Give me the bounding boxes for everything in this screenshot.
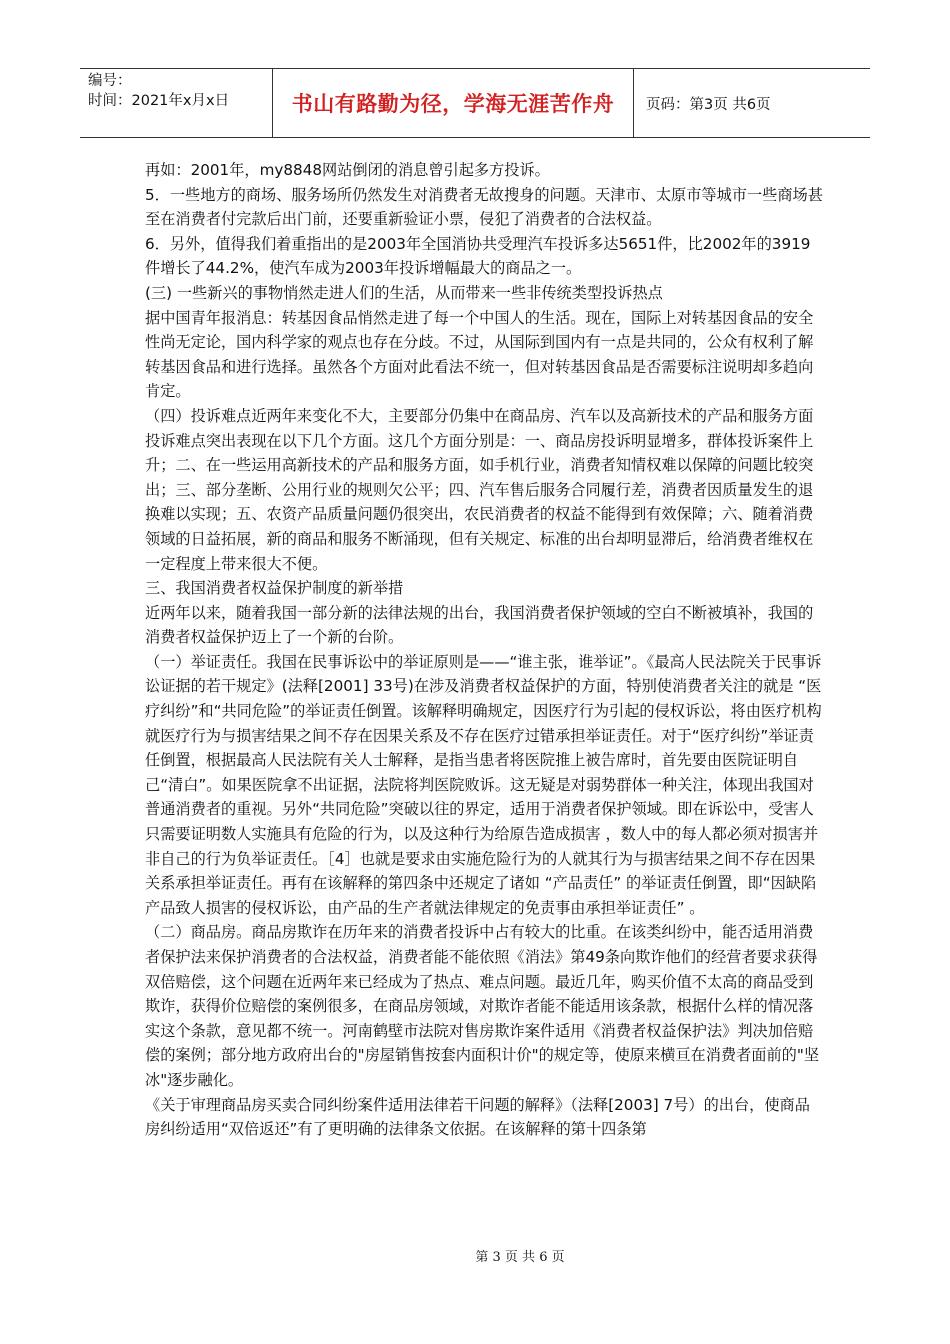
paragraph: （一）举证责任。我国在民事诉讼中的举证原则是——“谁主张，谁举证”。《最高人民法院关于民事诉讼证据的若干规定》(法释[2001] 33号)在涉及消费者权益保护的方面，特别使消费者关注的就是 “医疗纠纷”和“共同危险”的举证责任倒置。该解释明确规定，因医疗行为引起的侵权诉讼，将由医疗机构就医疗行为与损害结果之间不存在因果关系及不存在医疗过错承担举证责任。对于“医疗纠纷”举证责任倒置，根据最高人民法院有关人士解释，是指当患者将医院推上被告席时，首先要由医院证明自己“清白”。如果医院拿不出证据，法院将判医院败诉。这无疑是对弱势群体一种关注，体现出我国对普通消费者的重视。另外“共同危险”突破以往的界定，适用于消费者保护领域。即在诉讼中，受害人只需要证明数人实施具有危险的行为，以及这种行为给原告造成损害 ，数人中的每人都必须对损害并非自己的行为负举证责任。［4］也就是要求由实施危险行为的人就其行为与损害结果之间不存在因果关系承担举证责任。再有在该解释的第四条中还规定了诸如 “产品责任” 的举证责任倒置，即“因缺陷产品致人损害的侵权诉讼，由产品的生产者就法律规定的免责事由承担举证责任” 。 (145, 652, 822, 917)
section-heading: 三、我国消费者权益保护制度的新举措 (145, 579, 404, 598)
document-number: 编号： (88, 73, 132, 89)
section-heading: （四）投诉难点近两年来变化不大，主要部分仍集中在商品房、汽车以及高新技术的产品和服务方面 (145, 406, 814, 425)
page-footer: 第 3 页 共 6 页 (475, 1250, 565, 1265)
section-heading: (三) 一些新兴的事物悄然走进人们的生活，从而带来一些非传统类型投诉热点 (145, 283, 663, 302)
paragraph: 《关于审理商品房买卖合同纠纷案件适用法律若干问题的解释》（法释[2003] 7号）的出台，使商品房纠纷适用“双倍返还”有了更明确的法律条文依据。在该解释的第十四条第 (145, 1095, 810, 1139)
paragraph: 再如：2001年，my8848网站倒闭的消息曾引起多方投诉。 (145, 161, 550, 179)
paragraph: 近两年以来，随着我国一部分新的法律法规的出台，我国消费者保护领域的空白不断被填补，我国的消费者权益保护迈上了一个新的台阶。 (145, 603, 814, 647)
header-meta (80, 69, 273, 137)
page-header (80, 68, 870, 138)
header-page-number: 页码：第3页 共6页 (646, 96, 771, 113)
document-body (145, 158, 825, 1142)
paragraph: 投诉难点突出表现在以下几个方面。这几个方面分别是：一、商品房投诉明显增多，群体投诉案件上升；二、在一些运用高新技术的产品和服务方面，如手机行业，消费者知情权难以保障的问题比较突出；三、部分垄断、公用行业的规则欠公平；四、汽车售后服务合同履行差，消费者因质量发生的退换难以实现；五、农资产品质量问题仍很突出，农民消费者的权益不能得到有效保障；六、随着消费领域的日益拓展，新的商品和服务不断涌现，但有关规定、标准的出台却明显滞后，给消费者维权在一定程度上带来很大不便。 (145, 431, 814, 573)
paragraph: 据中国青年报消息：转基因食品悄然走进了每一个中国人的生活。现在，国际上对转基因食品的安全性尚无定论，国内科学家的观点也存在分歧。不过，从国际到国内有一点是共同的，公众有权利了解转基因食品和进行选择。虽然各个方面对此看法不统一，但对转基因食品是否需要标注说明却多趋向肯定。 (145, 308, 814, 401)
header-motto: 书山有路勤为径，学海无涯苦作舟 (273, 69, 634, 137)
paragraph: 5．一些地方的商场、服务场所仍然发生对消费者无故搜身的问题。天津市、太原市等城市一些商场甚至在消费者付完款后出门前，还要重新验证小票，侵犯了消费者的合法权益。 (145, 185, 823, 229)
paragraph: 6．另外，值得我们着重指出的是2003年全国消协共受理汽车投诉多达5651件，比2002年的3919件增长了44.2%，使汽车成为2003年投诉增幅最大的商品之一。 (145, 234, 811, 278)
document-date: 时间：2021年x月x日 (88, 93, 230, 109)
paragraph: （二）商品房。商品房欺诈在历年来的消费者投诉中占有较大的比重。在该类纠纷中，能否适用消费者保护法来保护消费者的合法权益，消费者能不能依照《消法》第49条向欺诈他们的经营者要求获得双倍赔偿，这个问题在近两年来已经成为了热点、难点问题。最近几年，购买价值不太高的商品受到欺诈，获得价位赔偿的案例很多，在商品房领域，对欺诈者能不能适用该条款，根据什么样的情况落实这个条款，意见都不统一。河南鹤壁市法院对售房欺诈案件适用《消费者权益保护法》判决加倍赔偿的案例；部分地方政府出台的"房屋销售按套内面积计价"的规定等，使原来横亘在消费者面前的"坚冰"逐步融化。 (145, 923, 820, 1089)
